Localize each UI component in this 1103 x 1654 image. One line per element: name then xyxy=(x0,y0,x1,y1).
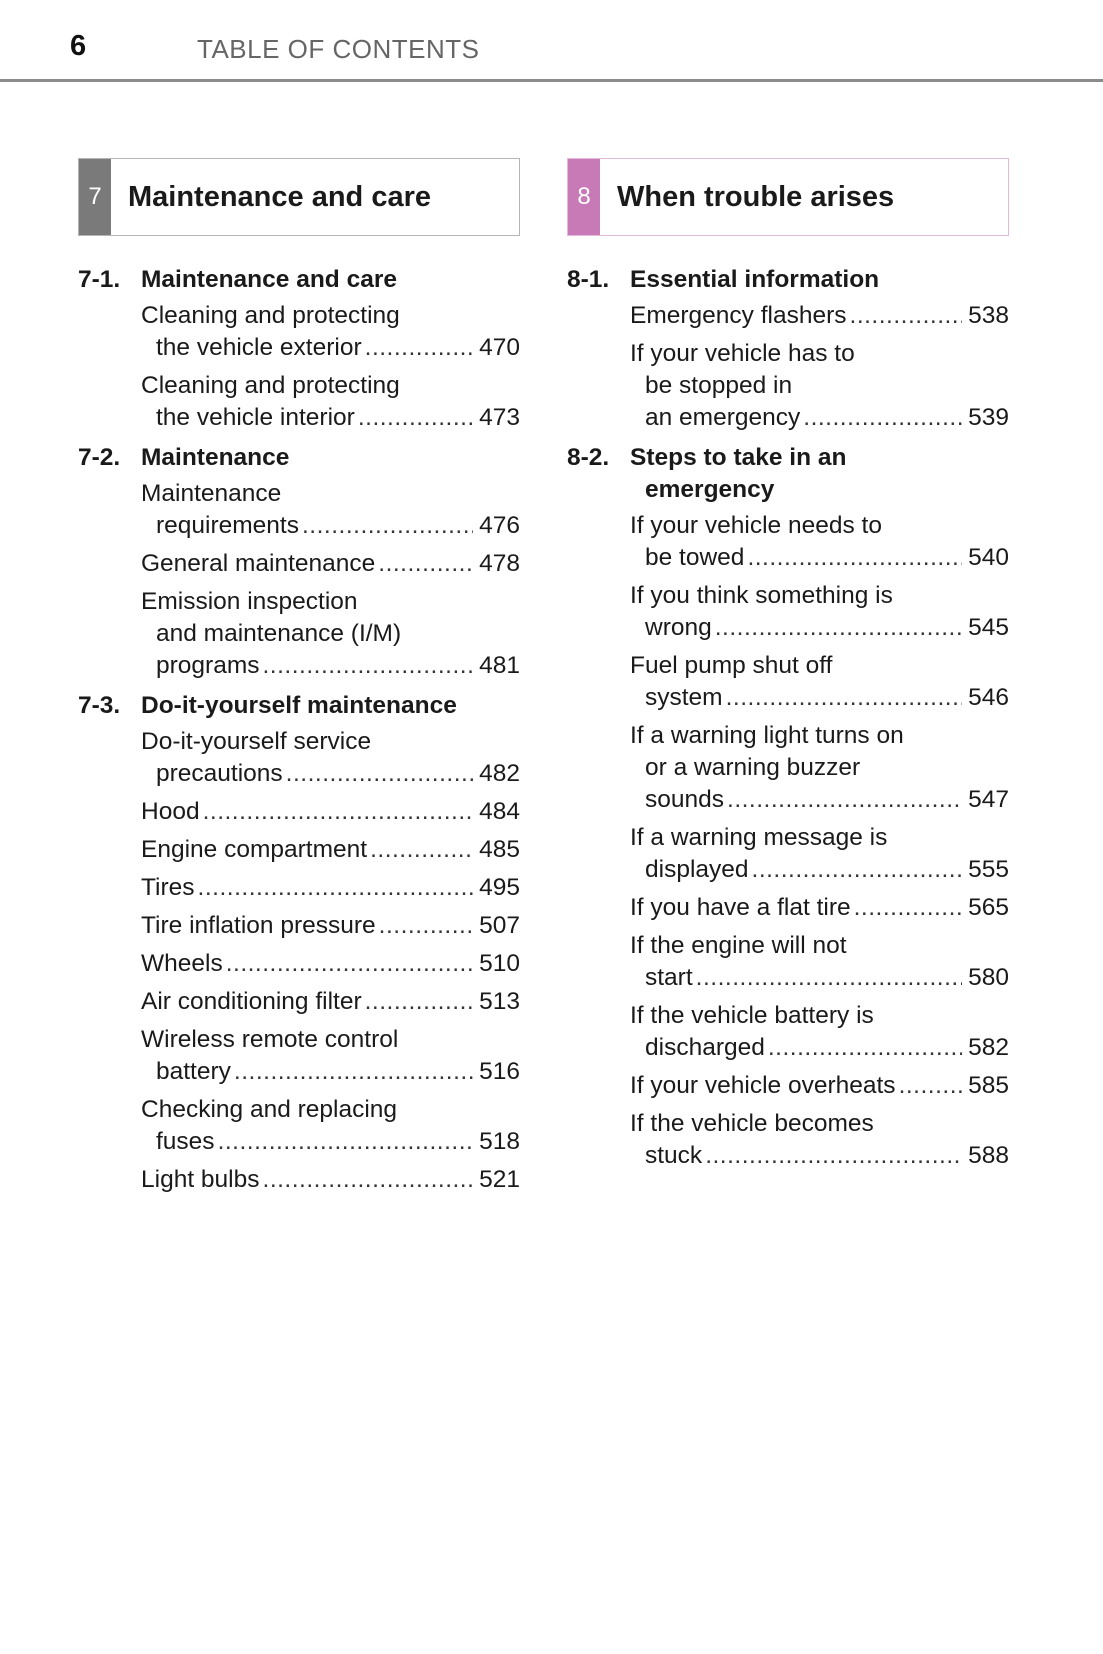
section-title xyxy=(630,264,1009,296)
page-ref: 580 xyxy=(968,964,1009,991)
page-ref: 482 xyxy=(479,760,520,787)
section-title xyxy=(141,690,520,722)
toc-entry-line xyxy=(630,1070,1009,1102)
dot-leader xyxy=(286,758,473,790)
toc-entry-line xyxy=(630,1032,1009,1064)
toc-entry-text: precautions xyxy=(156,760,283,787)
toc-entry-text: Engine compartment xyxy=(141,836,368,863)
dot-leader xyxy=(850,300,962,332)
section-number: 7-3. xyxy=(78,692,121,719)
dot-leader xyxy=(705,1140,962,1172)
toc-entry-line xyxy=(141,510,520,542)
toc-entry-text: If a warning light turns on xyxy=(630,722,904,749)
toc-entry-text: be stopped in xyxy=(645,372,793,399)
toc-entry-text: Light bulbs xyxy=(141,1166,260,1193)
section-title-line: emergency xyxy=(645,476,775,503)
toc-entry-line xyxy=(630,682,1009,714)
chapter-7-header[interactable] xyxy=(78,158,520,236)
page-ref: 485 xyxy=(479,836,520,863)
dot-leader xyxy=(726,682,962,714)
toc-entry-text: Emergency flashers xyxy=(630,302,847,329)
section-heading[interactable] xyxy=(567,442,1009,506)
section-number: 8-1. xyxy=(567,266,610,293)
toc-entry-text: Maintenance xyxy=(141,480,282,507)
toc-entry-line xyxy=(141,796,520,828)
toc-entry-line xyxy=(630,892,1009,924)
toc-entry-text: General maintenance xyxy=(141,550,376,577)
toc-entry-text: requirements xyxy=(156,512,299,539)
toc-entry-text: Air conditioning filter xyxy=(141,988,362,1015)
toc-entry-text: fuses xyxy=(156,1128,215,1155)
chapter-8-title: When trouble arises xyxy=(617,180,895,213)
toc-entry[interactable] xyxy=(567,580,1009,644)
toc-entry-text: programs xyxy=(156,652,260,679)
page-ref: 516 xyxy=(479,1058,520,1085)
dot-leader xyxy=(226,948,473,980)
chapter-8-tab: 8 xyxy=(568,159,600,235)
toc-entry[interactable] xyxy=(78,548,520,580)
toc-entry-text: stuck xyxy=(645,1142,703,1169)
toc-entry[interactable] xyxy=(78,1024,520,1088)
dot-leader xyxy=(262,650,473,682)
toc-entry-text: sounds xyxy=(645,786,725,813)
page-ref: 513 xyxy=(479,988,520,1015)
toc-entry[interactable] xyxy=(567,510,1009,574)
page-ref: 540 xyxy=(968,544,1009,571)
dot-leader xyxy=(234,1056,473,1088)
toc-entry-line xyxy=(141,1056,520,1088)
toc-entry-text: If the vehicle battery is xyxy=(630,1002,874,1029)
toc-entry[interactable] xyxy=(78,948,520,980)
section-number: 7-2. xyxy=(78,444,121,471)
dot-leader xyxy=(768,1032,962,1064)
dot-leader xyxy=(263,1164,473,1196)
toc-entry-line xyxy=(141,332,520,364)
toc-entry-text: If your vehicle has to xyxy=(630,340,855,367)
chapter-8-column xyxy=(567,158,1009,1172)
toc-entry[interactable] xyxy=(567,650,1009,714)
toc-entry-line xyxy=(141,1164,520,1196)
toc-entry-text: If your vehicle overheats xyxy=(630,1072,896,1099)
section-number: 8-2. xyxy=(567,444,610,471)
toc-entry[interactable] xyxy=(78,796,520,828)
dot-leader xyxy=(715,612,962,644)
dot-leader xyxy=(302,510,473,542)
chapter-7-title: Maintenance and care xyxy=(128,180,431,213)
page-ref: 481 xyxy=(479,652,520,679)
dot-leader xyxy=(803,402,962,434)
chapter-8-header[interactable] xyxy=(567,158,1009,236)
toc-entry-text: the vehicle interior xyxy=(156,404,355,431)
page-ref: 510 xyxy=(479,950,520,977)
toc-entry-text: an emergency xyxy=(645,404,801,431)
toc-entry-text: Wireless remote control xyxy=(141,1026,399,1053)
toc-entry[interactable] xyxy=(567,1070,1009,1102)
toc-entry-text: be towed xyxy=(645,544,745,571)
toc-entry[interactable] xyxy=(567,1000,1009,1064)
toc-entry-line xyxy=(630,962,1009,994)
page-ref: 476 xyxy=(479,512,520,539)
toc-entry-line xyxy=(141,910,520,942)
section-number: 7-1. xyxy=(78,266,121,293)
toc-entry-text: Checking and replacing xyxy=(141,1096,398,1123)
toc-entry[interactable] xyxy=(78,370,520,434)
toc-entry-line xyxy=(630,300,1009,332)
chapter-7-toc xyxy=(78,264,520,1196)
toc-entry-text: Cleaning and protecting xyxy=(141,302,400,329)
toc-entry-line xyxy=(141,872,520,904)
toc-entry-text: Cleaning and protecting xyxy=(141,372,400,399)
section-title-line: Essential information xyxy=(630,266,880,293)
toc-entry[interactable] xyxy=(567,720,1009,816)
page-ref: 521 xyxy=(479,1166,520,1193)
section-heading[interactable] xyxy=(78,264,520,296)
toc-entry-text: If you have a flat tire xyxy=(630,894,851,921)
section-title-line: Maintenance xyxy=(141,444,290,471)
page-ref: 547 xyxy=(968,786,1009,813)
section-title-line: Steps to take in an xyxy=(630,444,847,471)
toc-entry-text: If the vehicle becomes xyxy=(630,1110,874,1137)
toc-entry-text: Do-it-yourself service xyxy=(141,728,372,755)
toc-entry-text: If your vehicle needs to xyxy=(630,512,882,539)
toc-entry[interactable] xyxy=(567,822,1009,886)
toc-entry-text: the vehicle exterior xyxy=(156,334,362,361)
section-title xyxy=(141,264,520,296)
toc-entry-text: If you think something is xyxy=(630,582,893,609)
chapter-7-tab: 7 xyxy=(79,159,111,235)
header-rule xyxy=(0,79,1103,82)
page-ref: 478 xyxy=(479,550,520,577)
toc-entry[interactable] xyxy=(567,1108,1009,1172)
toc-entry-text: Hood xyxy=(141,798,200,825)
toc-entry-text: and maintenance (I/M) xyxy=(156,620,402,647)
toc-entry[interactable] xyxy=(78,726,520,790)
header-title: TABLE OF CONTENTS xyxy=(197,34,480,64)
toc-entry[interactable] xyxy=(78,910,520,942)
dot-leader xyxy=(378,548,473,580)
dot-leader xyxy=(854,892,962,924)
dot-leader xyxy=(218,1126,473,1158)
toc-entry-text: system xyxy=(645,684,723,711)
section-title xyxy=(630,442,1009,506)
dot-leader xyxy=(752,854,962,886)
page-ref: 546 xyxy=(968,684,1009,711)
toc-entry-line xyxy=(141,758,520,790)
section-heading[interactable] xyxy=(567,264,1009,296)
toc-entry-line xyxy=(630,1140,1009,1172)
toc-entry-text: Wheels xyxy=(141,950,223,977)
toc-entry-text: wrong xyxy=(645,614,712,641)
dot-leader xyxy=(358,402,473,434)
toc-entry-line xyxy=(141,834,520,866)
page-ref: 588 xyxy=(968,1142,1009,1169)
toc-entry-line xyxy=(630,402,1009,434)
toc-entry-line xyxy=(630,784,1009,816)
toc-entry-text: start xyxy=(645,964,693,991)
toc-entry[interactable] xyxy=(567,338,1009,434)
section-title-line: Do-it-yourself maintenance xyxy=(141,692,457,719)
page-ref: 473 xyxy=(479,404,520,431)
toc-entry-line xyxy=(630,854,1009,886)
section-heading[interactable] xyxy=(78,690,520,722)
toc-entry-line xyxy=(141,986,520,1018)
chapter-7-column xyxy=(78,158,520,1196)
section-title-line: Maintenance and care xyxy=(141,266,397,293)
dot-leader xyxy=(727,784,962,816)
toc-entry-line xyxy=(630,542,1009,574)
toc-entry-line xyxy=(141,1126,520,1158)
toc-entry-text: battery xyxy=(156,1058,231,1085)
dot-leader xyxy=(696,962,962,994)
toc-entry[interactable] xyxy=(567,300,1009,332)
section-title xyxy=(141,442,520,474)
toc-entry[interactable] xyxy=(78,586,520,682)
toc-entry-text: If a warning message is xyxy=(630,824,888,851)
toc-entry-line xyxy=(141,402,520,434)
toc-entry-text: Tire inflation pressure xyxy=(141,912,376,939)
toc-entry[interactable] xyxy=(567,930,1009,994)
toc-entry[interactable] xyxy=(567,892,1009,924)
dot-leader xyxy=(370,834,473,866)
toc-entry-text: Fuel pump shut off xyxy=(630,652,833,679)
dot-leader xyxy=(203,796,473,828)
section-heading[interactable] xyxy=(78,442,520,474)
toc-entry[interactable] xyxy=(78,1094,520,1158)
page-ref: 507 xyxy=(479,912,520,939)
page-number: 6 xyxy=(70,30,87,62)
page-ref: 565 xyxy=(968,894,1009,921)
toc-entry[interactable] xyxy=(78,1164,520,1196)
toc-entry-text: Tires xyxy=(141,874,195,901)
dot-leader xyxy=(365,332,473,364)
dot-leader xyxy=(365,986,473,1018)
page-ref: 582 xyxy=(968,1034,1009,1061)
dot-leader xyxy=(379,910,473,942)
toc-entry[interactable] xyxy=(78,872,520,904)
page-ref: 538 xyxy=(968,302,1009,329)
toc-entry-text: or a warning buzzer xyxy=(645,754,861,781)
toc-entry-line xyxy=(141,948,520,980)
page-ref: 518 xyxy=(479,1128,520,1155)
page-ref: 484 xyxy=(479,798,520,825)
dot-leader xyxy=(899,1070,962,1102)
toc-entry[interactable] xyxy=(78,478,520,542)
toc-entry-line xyxy=(630,612,1009,644)
toc-entry[interactable] xyxy=(78,986,520,1018)
dot-leader xyxy=(198,872,473,904)
page-ref: 539 xyxy=(968,404,1009,431)
toc-entry-text: discharged xyxy=(645,1034,765,1061)
toc-entry[interactable] xyxy=(78,834,520,866)
toc-entry-text: displayed xyxy=(645,856,749,883)
page-ref: 545 xyxy=(968,614,1009,641)
page-ref: 585 xyxy=(968,1072,1009,1099)
page-ref: 555 xyxy=(968,856,1009,883)
page-ref: 470 xyxy=(479,334,520,361)
chapter-8-toc xyxy=(567,264,1009,1172)
toc-entry-text: Emission inspection xyxy=(141,588,358,615)
toc-entry-text: If the engine will not xyxy=(630,932,847,959)
toc-entry-line xyxy=(141,548,520,580)
toc-entry[interactable] xyxy=(78,300,520,364)
dot-leader xyxy=(747,542,962,574)
toc-entry-line xyxy=(141,650,520,682)
page-ref: 495 xyxy=(479,874,520,901)
